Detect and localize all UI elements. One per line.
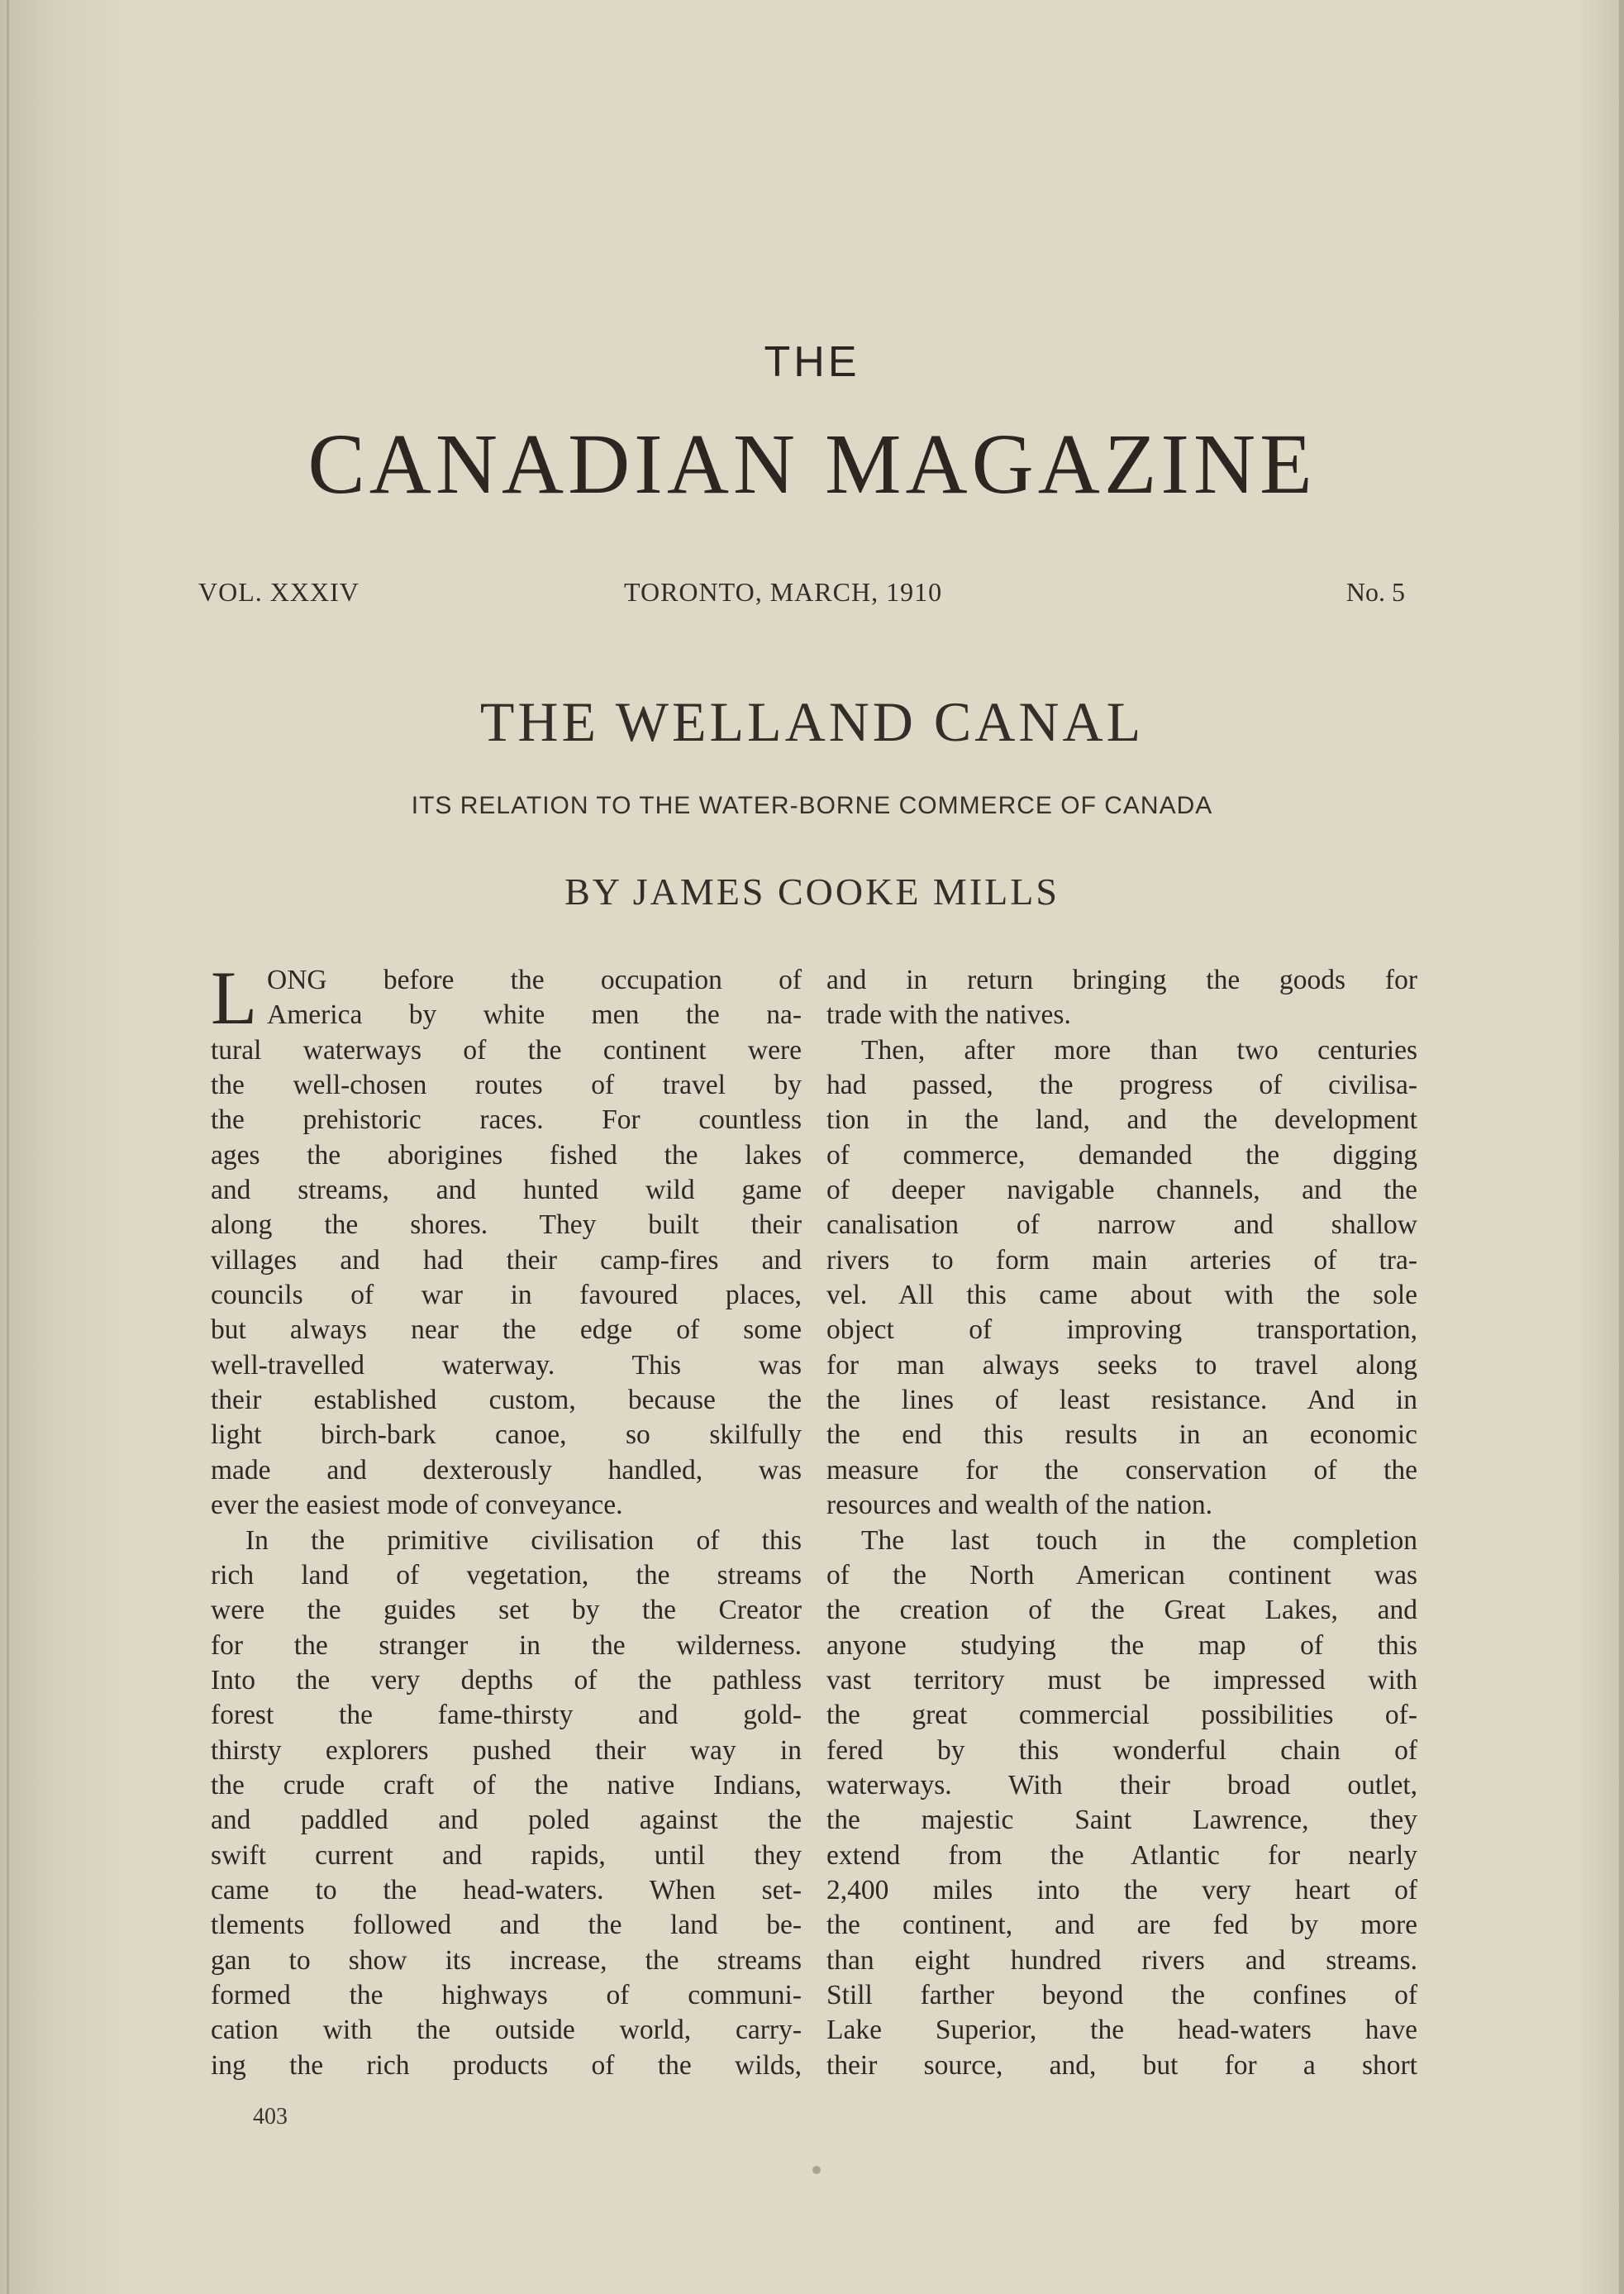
text-line: ever the easiest mode of conveyance. — [211, 1490, 623, 1521]
text-line: object of improving transportation, — [826, 1314, 1417, 1346]
text-line: the majestic Saint Lawrence, they — [826, 1805, 1417, 1836]
drop-cap: L — [211, 956, 258, 1040]
text-line: anyone studying the map of this — [826, 1629, 1417, 1661]
article-subtitle: ITS RELATION TO THE WATER-BORNE COMMERCE OF CANADA — [411, 792, 1213, 819]
text-line: measure for the conservation of the — [826, 1454, 1417, 1486]
text-line: were the guides set by the Creator — [211, 1595, 802, 1626]
text-line: made and dexterously handled, was — [211, 1454, 802, 1486]
text-line: Into the very depths of the pathless — [211, 1664, 802, 1695]
text-line: cation with the outside world, carry- — [211, 2015, 802, 2046]
text-line: but always near the edge of some — [211, 1314, 802, 1346]
text-line: came to the head-waters. When set- — [211, 1874, 802, 1905]
text-line: light birch-bark canoe, so skilfully — [211, 1419, 802, 1451]
text-line: Still farther beyond the confines of — [826, 1979, 1417, 2010]
text-line: tural waterways of the continent were — [211, 1034, 802, 1066]
text-line: tion in the land, and the development — [826, 1104, 1417, 1136]
article-title: THE WELLAND CANAL — [479, 690, 1145, 753]
text-line: and in return bringing the goods for — [826, 965, 1417, 995]
text-line: well-travelled waterway. This was — [211, 1349, 802, 1381]
text-line: formed the highways of communi- — [211, 1979, 802, 2010]
text-line: rich land of vegetation, the streams — [211, 1559, 802, 1591]
text-line: the well-chosen routes of travel by — [211, 1070, 802, 1101]
text-line: 2,400 miles into the very heart of — [826, 1874, 1417, 1905]
text-line: ages the aborigines fished the lakes — [211, 1139, 802, 1171]
text-line: the great commercial possibilities of- — [826, 1700, 1417, 1731]
text-line: Lake Superior, the head-waters have — [826, 2015, 1417, 2046]
text-line: tlements followed and the land be- — [211, 1910, 802, 1941]
text-line: extend from the Atlantic for nearly — [826, 1839, 1417, 1871]
text-line: had passed, the progress of civilisa- — [826, 1070, 1417, 1101]
text-line: vast territory must be impressed with — [826, 1664, 1417, 1695]
text-line: and streams, and hunted wild game — [211, 1175, 802, 1206]
text-line: along the shores. They built their — [211, 1209, 802, 1241]
text-line: for the stranger in the wilderness. — [211, 1629, 802, 1661]
text-line: trade with the natives. — [826, 999, 1071, 1031]
text-line: America by white men the na- — [267, 999, 802, 1031]
text-line: fered by this wonderful chain of — [826, 1734, 1417, 1766]
magazine-article-word: THE — [764, 338, 860, 386]
magazine-title: CANADIAN MAGAZINE — [307, 417, 1317, 512]
place-date-label: TORONTO, MARCH, 1910 — [624, 577, 943, 607]
text-line: rivers to form main arteries of tra- — [826, 1244, 1417, 1276]
article-byline: BY JAMES COOKE MILLS — [564, 870, 1060, 913]
text-line: villages and had their camp-fires and — [211, 1244, 802, 1276]
text-line: Then, after more than two centuries — [861, 1034, 1417, 1066]
text-line: than eight hundred rivers and streams. — [826, 1944, 1417, 1976]
text-line: the creation of the Great Lakes, and — [826, 1595, 1417, 1626]
volume-label: VOL. XXXIV — [198, 577, 360, 607]
text-line: of deeper navigable channels, and the — [826, 1175, 1417, 1206]
text-line: for man always seeks to travel along — [826, 1349, 1417, 1381]
text-line: swift current and rapids, until they — [211, 1839, 802, 1871]
text-line: the prehistoric races. For countless — [211, 1104, 802, 1136]
text-line: resources and wealth of the nation. — [826, 1490, 1212, 1521]
text-line: their source, and, but for a short — [826, 2049, 1417, 2081]
text-line: ONG before the occupation of — [267, 965, 802, 995]
ink-spot — [812, 2166, 821, 2174]
text-line: the continent, and are fed by more — [826, 1910, 1417, 1941]
text-line: The last touch in the completion — [861, 1524, 1417, 1556]
text-line: the crude craft of the native Indians, — [211, 1769, 802, 1800]
page-number: 403 — [253, 2104, 288, 2129]
text-line: thirsty explorers pushed their way in — [211, 1734, 802, 1766]
text-line: the lines of least resistance. And in — [826, 1385, 1417, 1416]
text-column-left — [211, 956, 802, 2083]
text-line: waterways. With their broad outlet, — [826, 1769, 1417, 1800]
issue-number-label: No. 5 — [1345, 577, 1405, 607]
text-line: and paddled and poled against the — [211, 1805, 802, 1836]
text-line: In the primitive civilisation of this — [245, 1524, 802, 1556]
text-line: gan to show its increase, the streams — [211, 1944, 802, 1976]
text-column-right — [826, 963, 1417, 2083]
text-line: vel. All this came about with the sole — [826, 1280, 1417, 1311]
text-line: forest the fame-thirsty and gold- — [211, 1700, 802, 1731]
text-line: ing the rich products of the wilds, — [211, 2049, 802, 2081]
text-line: of commerce, demanded the digging — [826, 1139, 1417, 1171]
text-line: canalisation of narrow and shallow — [826, 1209, 1417, 1241]
text-line: the end this results in an economic — [826, 1419, 1417, 1451]
text-line: of the North American continent was — [826, 1559, 1417, 1591]
text-line: councils of war in favoured places, — [211, 1280, 802, 1311]
text-line: their established custom, because the — [211, 1385, 802, 1416]
